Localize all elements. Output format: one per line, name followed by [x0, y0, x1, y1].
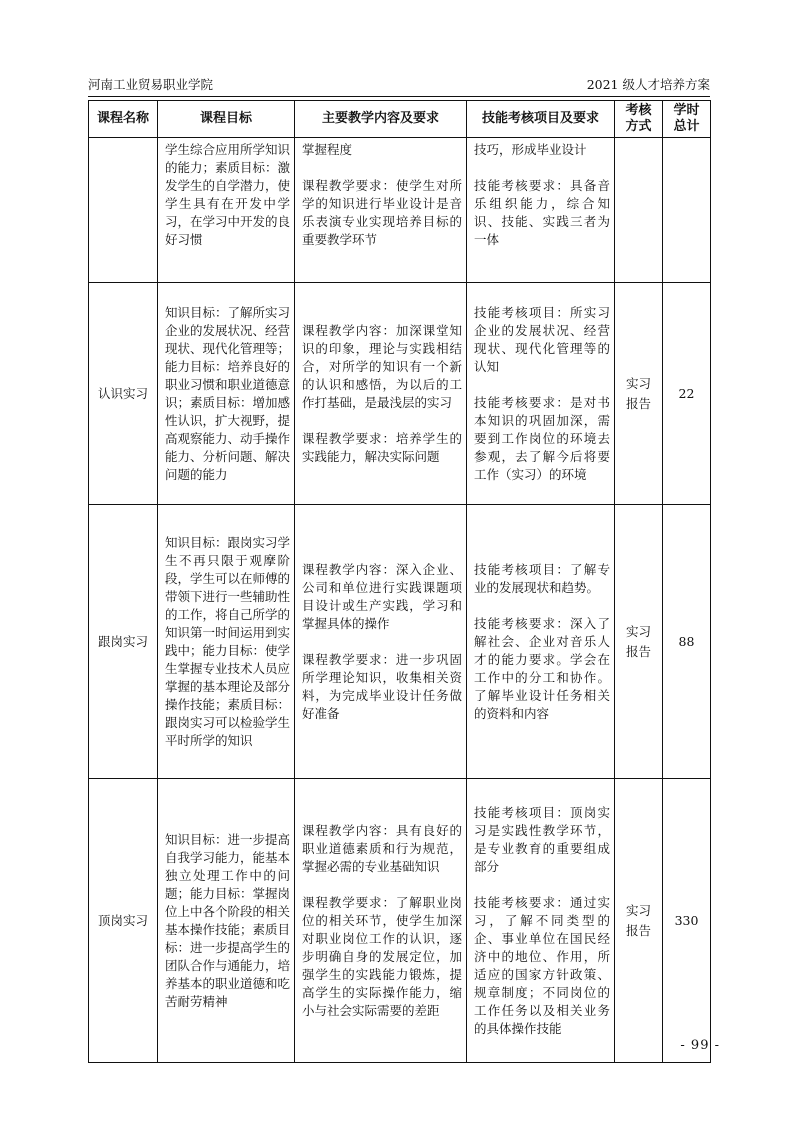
skills-cell: 技能考核项目：了解专业的发展现状和趋势。 技能考核要求：深入了解社会、企业对音乐人才的能力要求。学会在工作中的分工和协作。了解毕业设计任务相关的资料和内容 [467, 505, 615, 779]
hours-cell: 330 [663, 779, 711, 1063]
content-cell: 课程教学内容：加深课堂知识的印象，理论与实践相结合，对所学的知识有一个新的认识和感悟，为以后的工作打基础，是最浅层的实习 课程教学要求：培养学生的实践能力，解决实际问题 [295, 283, 467, 505]
hours-cell: 88 [663, 505, 711, 779]
column-header-course-goal: 课程目标 [158, 101, 295, 138]
skills-cell: 技巧，形成毕业设计 技能考核要求：具备音乐组织能力，综合知识、技能、实践三者为一体 [467, 138, 615, 283]
assessment-cell: 实习报告 [615, 779, 663, 1063]
course-goal-cell: 知识目标：跟岗实习学生不再只限于观摩阶段，学生可以在师傅的带领下进行一些辅助性的工作，将自己所学的知识第一时间运用到实践中；能力目标：使学生掌握专业技术人员应掌握的基本理论及部分操作技能；素质目标：跟岗实习可以检验学生平时所学的知识 [158, 505, 295, 779]
assessment-cell: 实习报告 [615, 283, 663, 505]
skills-cell: 技能考核项目：顶岗实习是实践性教学环节，是专业教育的重要组成部分 技能考核要求：通过实习，了解不同类型的企、事业单位在国民经济中的地位、作用，所适应的国家方针政策、规章制度；不同岗位的工作任务以及相关业务的具体操作技能 [467, 779, 615, 1063]
course-name-cell [89, 138, 158, 283]
column-header-assessment: 考核 方式 [615, 101, 663, 138]
course-goal-cell: 学生综合应用所学知识的能力；素质目标：激发学生的自学潜力，使学生具有在开发中学习，在学习中开发的良好习惯 [158, 138, 295, 283]
content-cell: 掌握程度 课程教学要求：使学生对所学的知识进行毕业设计是音乐表演专业实现培养目标的重要教学环节 [295, 138, 467, 283]
running-header [88, 76, 710, 94]
course-name-cell: 顶岗实习 [89, 779, 158, 1063]
table-row [89, 505, 711, 779]
course-goal-cell: 知识目标：进一步提高自我学习能力，能基本独立处理工作中的问题；能力目标：掌握岗位上中各个阶段的相关基本操作技能；素质目标：进一步提高学生的团队合作与通能力，培养基本的职业道德和吃苦耐劳精神 [158, 779, 295, 1063]
content-cell: 课程教学内容：具有良好的职业道德素质和行为规范，掌握必需的专业基础知识 课程教学要求：了解职业岗位的相关环节，使学生加深对职业岗位工作的认识，逐步明确自身的发展定位，加强学生的实践能力锻炼，提高学生的实际操作能力，缩小与社会实际需要的差距 [295, 779, 467, 1063]
column-header-skills: 技能考核项目及要求 [467, 101, 615, 138]
institution-name: 河南工业贸易职业学院 [88, 77, 214, 92]
skills-cell: 技能考核项目：所实习企业的发展状况、经营现状、现代化管理等的认知 技能考核要求：是对书本知识的巩固加深，需要到工作岗位的环境去参观，去了解今后将要工作（实习）的环境 [467, 283, 615, 505]
table-row [89, 283, 711, 505]
hours-cell: 22 [663, 283, 711, 505]
header-rule [88, 96, 710, 97]
assessment-cell: 实习报告 [615, 505, 663, 779]
hours-cell [663, 138, 711, 283]
column-header-content: 主要教学内容及要求 [295, 101, 467, 138]
column-header-hours: 学时 总计 [663, 101, 711, 138]
content-cell: 课程教学内容：深入企业、公司和单位进行实践课题项目设计或生产实践，学习和掌握具体的操作 课程教学要求：进一步巩固所学理论知识，收集相关资料，为完成毕业设计任务做好准备 [295, 505, 467, 779]
course-goal-cell: 知识目标：了解所实习企业的发展状况、经营现状、现代化管理等；能力目标：培养良好的职业习惯和职业道德意识；素质目标：增加感性认识，扩大视野，提高观察能力、动手操作能力、分析问题、解决问题的能力 [158, 283, 295, 505]
assessment-cell [615, 138, 663, 283]
table-header-row [89, 101, 711, 138]
course-name-cell: 认识实习 [89, 283, 158, 505]
page-number: - 99 - [680, 1038, 720, 1053]
column-header-course-name: 课程名称 [89, 101, 158, 138]
document-title: 2021 级人才培养方案 [586, 77, 710, 92]
course-name-cell: 跟岗实习 [89, 505, 158, 779]
course-table [88, 100, 711, 1063]
table-row [89, 138, 711, 283]
table-row [89, 779, 711, 1063]
